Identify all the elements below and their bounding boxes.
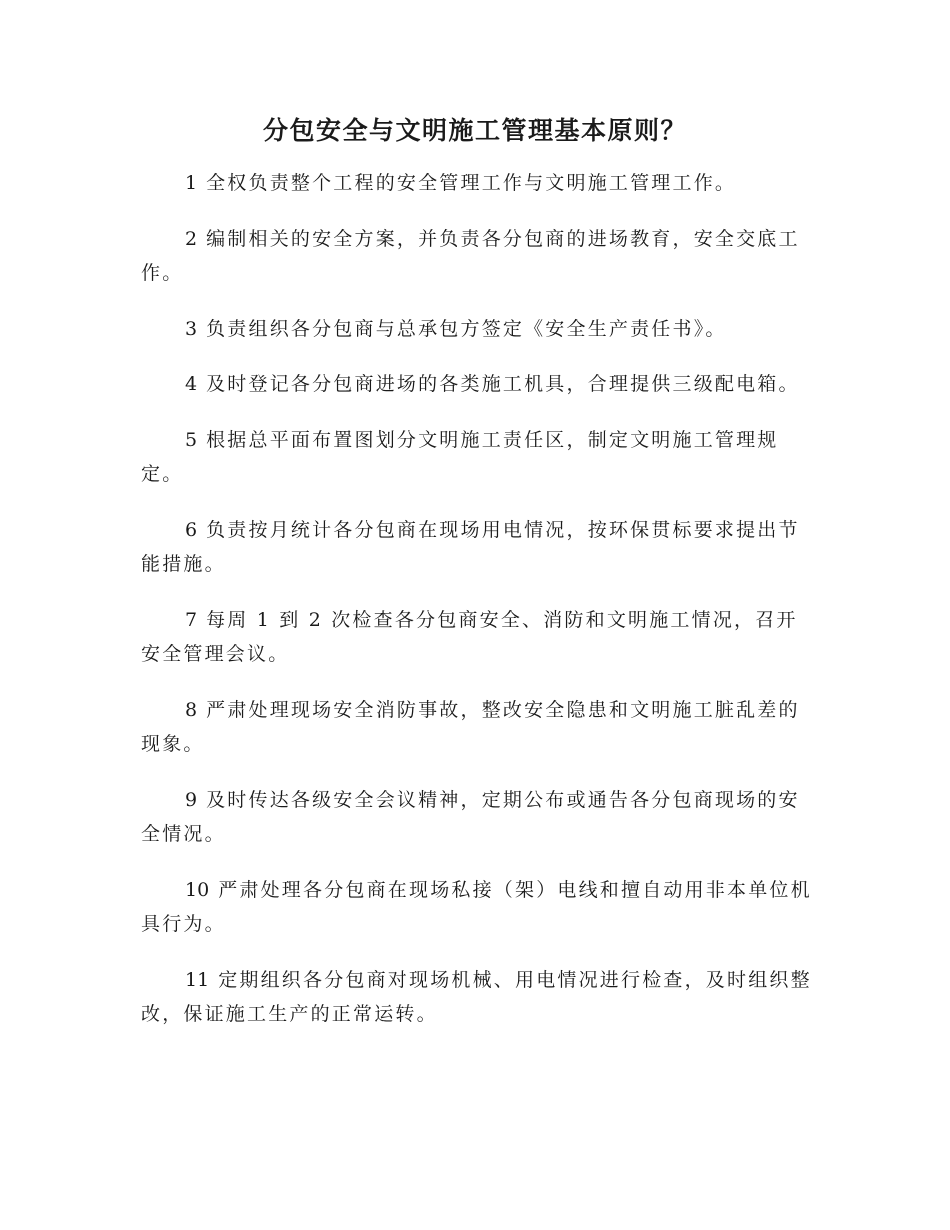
item-number: 3	[185, 317, 198, 340]
list-item	[141, 603, 813, 672]
item-text: 全权负责整个工程的安全管理工作与文明施工管理工作。	[206, 172, 737, 194]
item-text: 每周 1 到 2 次检查各分包商安全、消防和文明施工情况，召开安全管理会议。	[141, 608, 798, 665]
principles-list	[141, 166, 813, 1053]
item-text: 根据总平面布置图划分文明施工责任区，制定文明施工管理规定。	[141, 428, 779, 485]
item-text: 严肃处理各分包商在现场私接（架）电线和擅自动用非本单位机具行为。	[141, 878, 812, 935]
item-number: 4	[185, 373, 198, 395]
item-text: 编制相关的安全方案，并负责各分包商的进场教育，安全交底工作。	[141, 227, 800, 284]
item-text: 负责组织各分包商与总承包方签定《安全生产责任书》。	[206, 317, 727, 340]
item-number: 6	[185, 518, 198, 541]
list-item	[141, 222, 813, 291]
list-item	[141, 963, 813, 1032]
item-text: 及时登记各分包商进场的各类施工机具，合理提供三级配电箱。	[206, 373, 800, 395]
list-item	[141, 166, 813, 201]
item-number: 5	[185, 428, 198, 451]
item-number: 9	[185, 788, 198, 811]
item-text: 严肃处理现场安全消防事故，整改安全隐患和文明施工脏乱差的现象。	[141, 698, 800, 755]
item-number: 1	[185, 172, 198, 194]
item-text: 定期组织各分包商对现场机械、用电情况进行检查，及时组织整改，保证施工生产的正常运转。	[141, 968, 812, 1025]
list-item	[141, 693, 813, 762]
item-number: 2	[185, 227, 198, 250]
item-number: 7	[185, 608, 198, 631]
list-item	[141, 513, 813, 582]
list-item	[141, 423, 813, 492]
item-text: 负责按月统计各分包商在现场用电情况，按环保贯标要求提出节能措施。	[141, 518, 800, 575]
list-item	[141, 783, 813, 852]
document-title: 分包安全与文明施工管理基本原则？	[262, 116, 687, 145]
item-number: 11	[185, 968, 210, 991]
item-text: 及时传达各级安全会议精神，定期公布或通告各分包商现场的安全情况。	[141, 788, 800, 845]
item-number: 8	[185, 698, 198, 721]
list-item	[141, 367, 813, 402]
list-item	[141, 312, 813, 347]
list-item	[141, 873, 813, 942]
item-number: 10	[185, 878, 210, 901]
